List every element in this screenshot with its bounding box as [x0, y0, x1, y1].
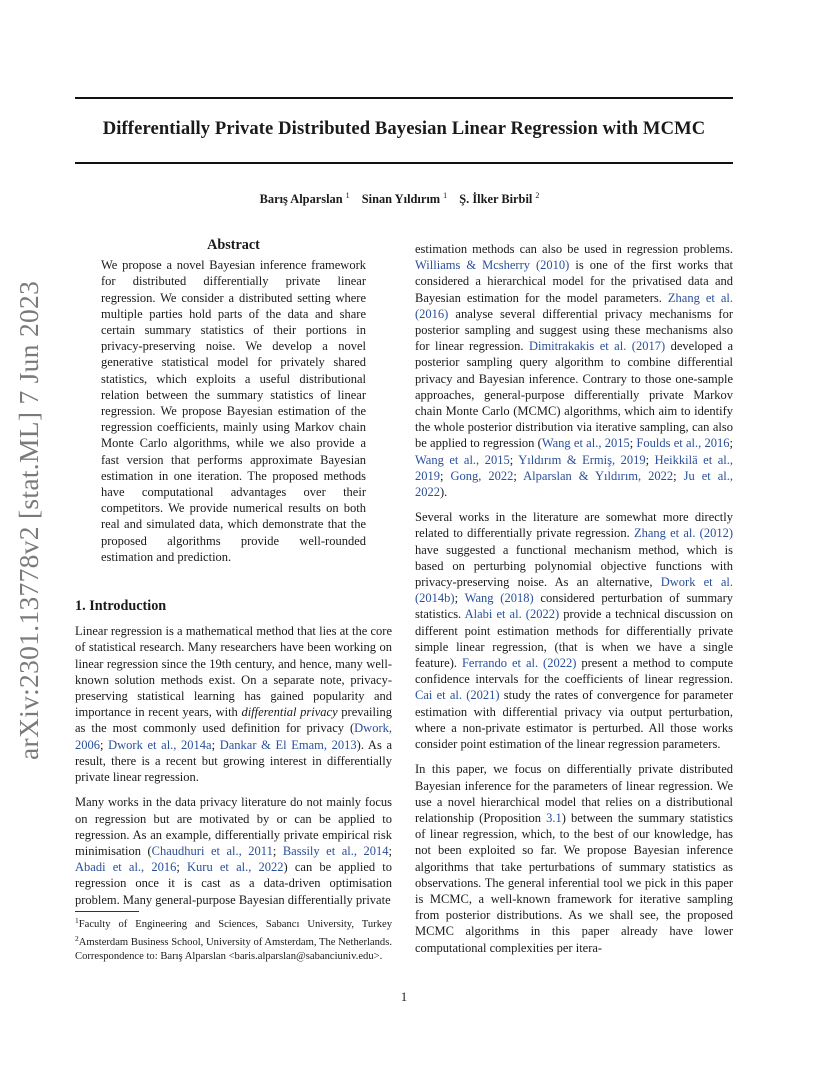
- author-affiliation-mark: 1: [443, 191, 448, 200]
- author-item: [362, 192, 447, 206]
- paragraph-text: ).: [440, 485, 448, 500]
- paragraph: [415, 761, 733, 955]
- paragraph-text: study the rates of convergence for parameter estimation with differential privacy via output perturbation, where a non-private estimator is perturbed. All those works consider point estimation of the linear regression parameters.: [415, 688, 733, 752]
- paragraph-text: have suggested a functional mechanism method, which is based on perturbing polynomial objective functions with privacy-preserving noise. As an alternative,: [415, 542, 733, 590]
- paragraph-text: Many works in the data privacy literature do not mainly focus on regression but are motivated by or can be applied to regression. As an example, differentially private empirical risk minimisation (: [75, 795, 392, 858]
- separator: ;: [645, 452, 655, 467]
- citation-link[interactable]: Gong, 2022: [450, 468, 514, 483]
- author-name: Sinan Yıldırım: [361, 192, 441, 206]
- title-rule-bottom: [75, 162, 733, 164]
- citation-link[interactable]: Ferrando et al. (2022): [461, 656, 577, 671]
- author-item: [260, 192, 350, 206]
- citation-link[interactable]: Dankar & El Emam, 2013: [219, 737, 357, 752]
- paragraph-text: ) between the summary statistics of linear regression, which, to the best of our knowledge, has not been exploited so far. We propose Bayesian inference algorithms that take perturbations of summary statistics as observations. The general inferential tool we pick in this paper is MCMC, a well-known framework for iterative sampling from posterior distributions. As we shall see, the proposed MCMC algorithms in this paper already have lower computational complexities per itera-: [415, 810, 733, 955]
- paragraph-text: considered perturbation of summary statistics.: [415, 591, 734, 622]
- citation-link[interactable]: Williams & Mcsherry (2010): [415, 258, 570, 273]
- cross-reference-link[interactable]: 3.1: [546, 810, 562, 825]
- paragraph: [75, 623, 392, 785]
- author-name: Ş. İlker Birbil: [459, 192, 533, 206]
- citation-link[interactable]: Abadi et al., 2016: [75, 860, 177, 875]
- paragraph-text: Several works in the literature are somewhat more directly related to differentially private regression.: [415, 510, 733, 541]
- footnote-mark: 2: [75, 933, 79, 943]
- separator: ;: [440, 468, 451, 483]
- footnote-text: Amsterdam Business School, University of Amsterdam, The Netherlands. Correspondence to: Barış Alparslan <baris.alparslan@sabanciuniv.edu>.: [75, 936, 392, 962]
- title-rule-top: [75, 97, 733, 99]
- paper-title: Differentially Private Distributed Bayesian Linear Regression with MCMC: [102, 118, 706, 139]
- paragraph-text: present a method to compute confidence intervals for the coefficients of linear regression.: [415, 656, 734, 687]
- author-list: [75, 191, 733, 207]
- citation-link[interactable]: Chaudhuri et al., 2011: [151, 843, 273, 858]
- page-number: 1: [400, 990, 408, 1004]
- citation-link[interactable]: Bassily et al., 2014: [282, 843, 389, 858]
- separator: ;: [100, 737, 109, 752]
- author-affiliation-mark: 1: [345, 191, 350, 200]
- footnote-mark: 1: [75, 916, 79, 925]
- author-affiliation-mark: 2: [535, 191, 540, 200]
- citation-link[interactable]: Kuru et al., 2022: [187, 860, 284, 875]
- abstract-heading: Abstract: [207, 237, 260, 253]
- paragraph-text: estimation methods can also be used in regression problems.: [415, 242, 733, 256]
- author-item: [459, 192, 539, 206]
- citation-link[interactable]: Yıldırım & Ermiş, 2019: [518, 452, 646, 467]
- paragraph-text: prevailing as the most commonly used definition for privacy (: [75, 705, 392, 736]
- citation-link[interactable]: Cai et al. (2021): [415, 688, 500, 703]
- footnote-text: Faculty of Engineering and Sciences, Sabancı University, Turkey: [78, 919, 392, 930]
- paragraph-text: ). As a result, there is a recent but growing interest in differentially private linear regression.: [75, 737, 392, 785]
- section-heading-introduction: 1. Introduction: [75, 598, 167, 615]
- separator: ;: [729, 436, 733, 451]
- left-column: [75, 237, 392, 917]
- paragraph: [415, 509, 733, 752]
- citation-link[interactable]: Alparslan & Yıldırım, 2022: [523, 468, 674, 483]
- emphasis-text: differential privacy: [241, 705, 338, 720]
- paragraph: [75, 794, 392, 907]
- right-column: [415, 241, 733, 965]
- citation-link[interactable]: Alabi et al. (2022): [464, 607, 560, 622]
- citation-link[interactable]: Zhang et al. (2016): [415, 290, 733, 321]
- paragraph-text: In this paper, we focus on differentially private distributed Bayesian inference for the parameters of linear regression. We use a novel hierarchical model that relies on a distributional relationship (Proposition: [415, 762, 733, 825]
- citation-link[interactable]: Wang et al., 2015: [541, 436, 630, 451]
- footnote: [75, 914, 392, 963]
- arxiv-identifier: arXiv:2301.13778v2 [stat.ML] 7 Jun 2023: [13, 280, 44, 760]
- citation-link[interactable]: Ju et al., 2022: [415, 468, 733, 500]
- separator: ;: [211, 737, 220, 752]
- footnote-divider: [75, 911, 139, 912]
- separator: ;: [176, 860, 188, 875]
- citation-link[interactable]: Dimitrakakis et al. (2017): [528, 339, 666, 354]
- separator: ;: [629, 436, 637, 451]
- paragraph-text: is one of the first works that considered a hierarchical model for the privatised data and Bayesian estimation for the model parameters.: [415, 258, 733, 305]
- separator: ;: [388, 843, 392, 858]
- separator: ;: [509, 452, 519, 467]
- paragraph-text: analyse several differential privacy mechanisms for posterior sampling and suggest using these mechanisms also for linear regression.: [415, 306, 733, 354]
- separator: ;: [513, 468, 524, 483]
- separator: ;: [454, 591, 465, 606]
- paragraph: [415, 241, 733, 500]
- abstract-text: We propose a novel Bayesian inference framework for distributed differentially private linear regression. We consider a distributed setting where multiple parties hold parts of the data and share certain summary statistics of their portions in privacy-preserving noise. We develop a novel generative statistical model for privately shared statistics, which exploits a useful distributional relation between the summary statistics of linear regression. We propose Bayesian estimation of the regression coefficients, mainly using Markov chain Monte Carlo algorithms, while we also provide a fast version that performs approximate Bayesian estimation in one iteration. The proposed methods have computational advantages over their competitors. We provide numerical results on both real and simulated data, which demonstrate that the proposed algorithms provide well-rounded estimation and prediction.: [101, 258, 366, 564]
- paragraph-text: Linear regression is a mathematical method that lies at the core of statistical research. Many researchers have been working on linear regression since the 19th century, and hence, many well-known solution methods exist. On a separate note, privacy-preserving statistical learning has gained popularity and importance in recent years, with: [75, 624, 392, 720]
- citation-link[interactable]: Foulds et al., 2016: [636, 436, 730, 451]
- citation-link[interactable]: Heikkilä et al., 2019: [415, 452, 733, 483]
- citation-link[interactable]: Dwork et al., 2014a: [108, 737, 212, 752]
- paragraph-text: ) can be applied to regression once it is cast as a data-driven optimisation problem. Many general-purpose Bayesian differentially private: [75, 860, 393, 907]
- citation-link[interactable]: Dwork et al. (2014b): [415, 575, 733, 606]
- separator: ;: [272, 843, 283, 858]
- citation-link[interactable]: Wang (2018): [464, 591, 534, 606]
- separator: ;: [673, 468, 684, 483]
- paragraph-text: provide a technical discussion on different point estimation methods for differentially private simple linear regression, (that is when we have a single feature).: [415, 607, 733, 671]
- paragraph-text: developed a posterior sampling query algorithm to combine differential privacy and Bayesian inference. Contrary to those one-sample approaches, general-purpose differentially private Markov chain Monte Carlo (MCMC) algorithms, which aim to identify the whole posterior distribution via iterative sampling, can also be applied to regression (: [415, 339, 734, 451]
- citation-link[interactable]: Wang et al., 2015: [415, 452, 510, 467]
- citation-link[interactable]: Zhang et al. (2012): [633, 526, 733, 541]
- author-name: Barış Alparslan: [259, 192, 343, 206]
- citation-link[interactable]: Dwork, 2006: [75, 721, 392, 752]
